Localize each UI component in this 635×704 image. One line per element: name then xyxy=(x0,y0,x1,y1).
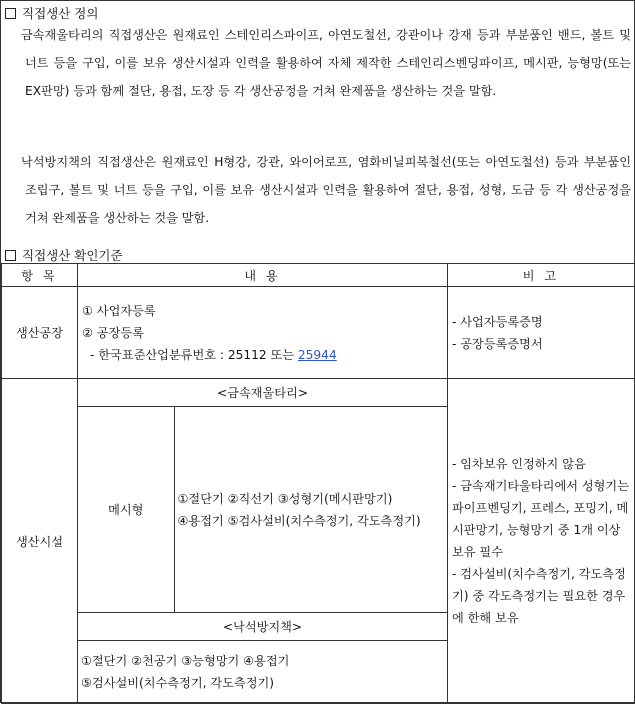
header-item: 항 목 xyxy=(2,264,78,287)
metal-fence-header: <금속재울타리> xyxy=(78,379,447,407)
header-content: 내 용 xyxy=(78,264,448,287)
industry-code-text: - 한국표준산업분류번호 : 25112 또는 xyxy=(90,347,298,362)
facility-content-cell xyxy=(78,379,448,704)
checkbox-square-icon xyxy=(5,8,16,19)
definition-paragraph-metal-fence: 금속재울타리의 직접생산은 원재료인 스테인리스파이프, 아연도철선, 강관이나 강재 등과 부분품인 밴드, 볼트 및 너트 등을 구입, 이를 보유 생산시설과 인력을 활용하여 자체 제작한 스테인리스벤딩파이프, 메시판, 능형망(또는 EX판망) 등과 함께 절단, 용접, 도장 등 각 생산공정을 거쳐 완제품을 생산하는 것을 말함. xyxy=(21,28,631,98)
factory-label: 생산공장 xyxy=(2,287,78,379)
checkbox-square-icon xyxy=(5,250,16,261)
header-remarks: 비 고 xyxy=(448,264,635,287)
facility-inner-table xyxy=(78,379,447,703)
rockfall-device-line: ①절단기 ②천공기 ③능형망기 ④용접기 xyxy=(81,654,290,668)
metal-fence-device-line: ④용접기 ⑤검사설비(치수측정기, 각도측정기) xyxy=(177,513,421,528)
factory-content-line: ① 사업자등록 xyxy=(82,303,156,318)
factory-remark-line: - 사업자등록증명 xyxy=(452,314,543,329)
criteria-table xyxy=(1,263,635,704)
rockfall-header: <낙석방지책> xyxy=(78,613,447,641)
rockfall-devices-cell xyxy=(78,641,447,704)
facility-remarks-cell xyxy=(448,379,635,704)
criteria-title: 직접생산 확인기준 xyxy=(22,248,123,263)
factory-content-line: ② 공장등록 xyxy=(82,325,144,340)
factory-remark-line: - 공장등록증명서 xyxy=(452,336,543,351)
table-row-facility xyxy=(2,379,635,704)
facility-remark-line: - 검사설비(치수측정기, 각도측정기) 중 각도측정기는 필요한 경우에 한해 보유 xyxy=(452,567,626,625)
metal-fence-devices-cell xyxy=(174,407,447,613)
definition-heading xyxy=(5,4,98,22)
factory-content-cell xyxy=(78,287,448,379)
definition-title: 직접생산 정의 xyxy=(22,6,99,21)
factory-remarks-cell xyxy=(448,287,635,379)
metal-fence-device-line: ①절단기 ②직선기 ③성형기(메시판망기) xyxy=(177,491,393,506)
facility-remark-line: - 금속재기타울타리에서 성형기는 파이프벤딩기, 프레스, 포밍기, 메시판망기, 능형망기 중 1개 이상 보유 필수 xyxy=(452,479,629,559)
table-row-factory xyxy=(2,287,635,379)
rockfall-device-line: ⑤검사설비(치수측정기, 각도측정기) xyxy=(81,676,275,690)
industry-code-line xyxy=(82,344,443,366)
facility-label: 생산시설 xyxy=(2,379,78,704)
industry-code-link[interactable]: 25944 xyxy=(297,347,337,362)
facility-remark-line: - 임차보유 인정하지 않음 xyxy=(452,457,586,471)
definition-paragraph-rockfall: 낙석방지책의 직접생산은 원재료인 H형강, 강관, 와이어로프, 염화비닐피복철선(또는 아연도철선) 등과 부분품인 조립구, 볼트 및 너트 등을 구입, 이를 보유 생산시설과 인력을 활용하여 절단, 용접, 성형, 도금 등 각 생산공정을 거쳐 완제품을 생산하는 것을 말함. xyxy=(21,155,631,225)
mesh-type-label: 메시형 xyxy=(78,407,174,613)
table-header-row xyxy=(2,264,635,287)
criteria-heading xyxy=(5,246,123,264)
